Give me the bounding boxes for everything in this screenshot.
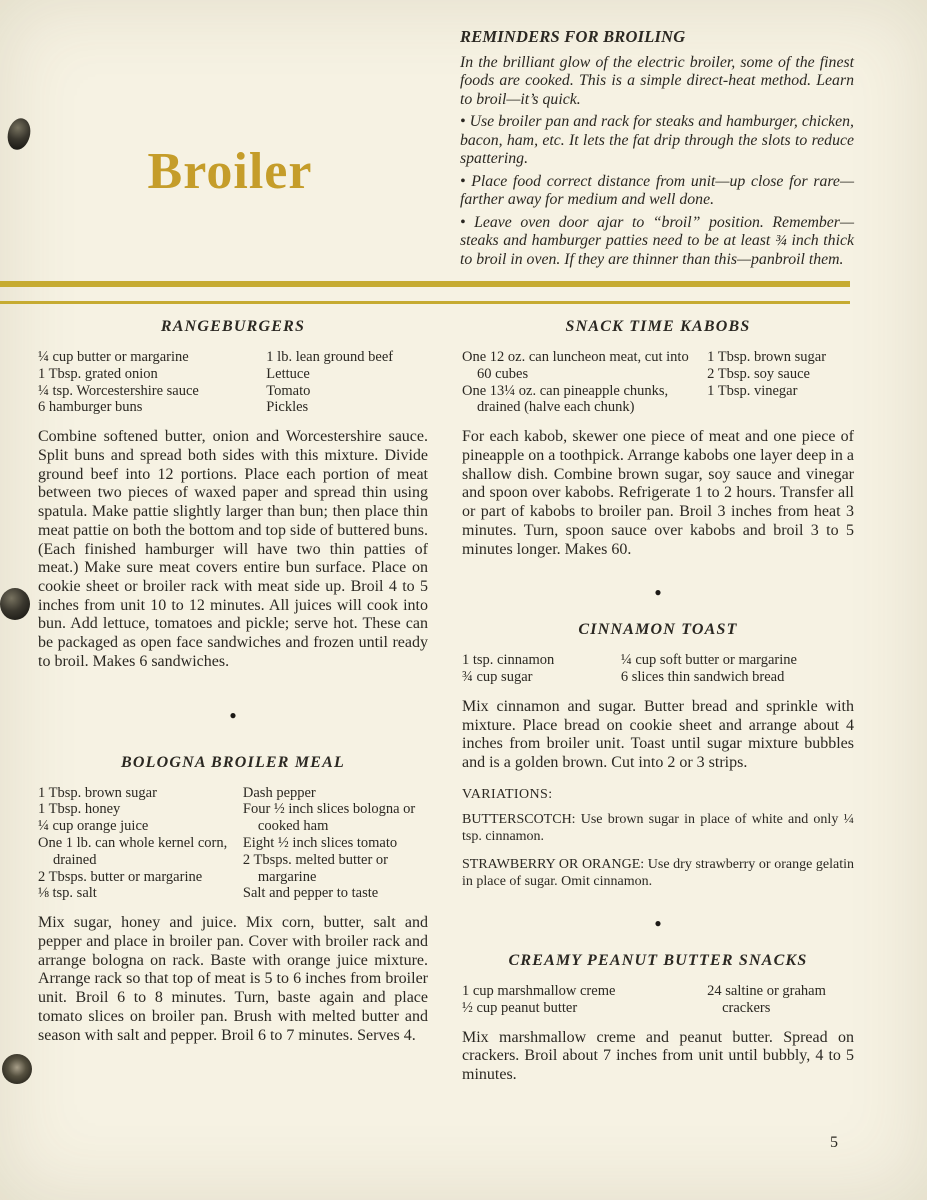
ingredient-item: 1 Tbsp. brown sugar xyxy=(38,784,157,801)
ingredient-item: ¾ cup sugar xyxy=(462,669,533,686)
ingredient-item: Pickles xyxy=(266,399,309,416)
ingredient-item: One 12 oz. can luncheon meat, cut into 60 cubes xyxy=(462,349,689,382)
ingredients-column-right xyxy=(243,785,434,903)
ingredient-item: 1 tsp. cinnamon xyxy=(462,652,555,669)
recipe-title: BOLOGNA BROILER MEAL xyxy=(120,753,346,771)
recipe-snack-time-kabobs xyxy=(462,318,854,559)
recipe-rangeburgers xyxy=(38,318,428,672)
reminders-heading: REMINDERS FOR BROILING xyxy=(460,27,686,46)
reminders-bullet: • Use broiler pan and rack for steaks and hamburger, chicken, bacon, ham, etc. It lets the fat drip through the slots to reduce spattering. xyxy=(460,113,854,168)
ingredient-item: 6 slices thin sandwich bread xyxy=(620,669,785,686)
recipe-creamy-peanut-butter-snacks xyxy=(462,952,854,1085)
ingredient-item: Eight ½ inch slices tomato xyxy=(242,835,398,852)
hole-punch-icon xyxy=(4,116,33,152)
ingredients-column-left xyxy=(38,349,260,416)
reminders-bullet: • Leave oven door ajar to “broil” position. Remember—steaks and hamburger patties need to be at least ¾ inch thick to broil in oven. If they are thinner than this—panbroil them. xyxy=(460,213,854,268)
ingredients-column-left xyxy=(462,349,701,416)
ingredients-column-left xyxy=(462,983,701,1017)
ingredient-item: 2 Tbsps. butter or margarine xyxy=(38,868,203,885)
ingredient-item: One 1 lb. can whole kernel corn, drained xyxy=(38,835,228,868)
ingredient-item: 1 cup marshmallow creme xyxy=(462,983,616,1000)
recipe-title: CREAMY PEANUT BUTTER SNACKS xyxy=(508,952,808,970)
recipe-cinnamon-toast xyxy=(462,621,854,890)
ingredients-column-right xyxy=(707,983,860,1017)
ingredients-column-left xyxy=(462,652,615,686)
right-column xyxy=(462,318,854,1085)
ingredients-list xyxy=(38,349,428,416)
ingredient-item: Lettuce xyxy=(266,365,310,382)
ingredients-list xyxy=(462,349,854,416)
ingredient-item: 1 Tbsp. grated onion xyxy=(38,365,158,382)
ingredients-column-right xyxy=(266,349,434,416)
recipe-instructions: Mix cinnamon and sugar. Butter bread and sprinkle with mixture. Place bread on cookie sheet and arrange about 4 inches from broiler unit. Toast until sugar mixture bubbles and is a golden brown. Cut into 2 or 3 strips. xyxy=(462,697,854,772)
recipe-title: CINNAMON TOAST xyxy=(578,621,738,639)
separator-dot: ● xyxy=(654,585,662,600)
ingredients-column-right xyxy=(621,652,860,686)
ingredient-item: One 13¼ oz. can pineapple chunks, drained (halve each chunk) xyxy=(462,382,669,416)
separator-dot: ● xyxy=(229,707,237,722)
ingredient-item: ½ cup peanut butter xyxy=(462,999,578,1016)
recipe-instructions: For each kabob, skewer one piece of meat and one piece of pineapple on a toothpick. Arrange kabobs one layer deep in a shallow dish. Combine brown sugar, soy sauce and vinegar and spoon over kabobs. Refrigerate 1 to 2 hours. Transfer all or part of kabobs to broiler pan. Broil 3 inches from heat 3 minutes. Turn, spoon sauce over kabobs and broil 3 to 5 minutes longer. Makes 60. xyxy=(462,428,854,558)
separator-dot: ● xyxy=(654,916,662,931)
gold-divider-rule xyxy=(0,281,850,304)
ingredients-column-right xyxy=(707,349,860,416)
ingredients-list xyxy=(38,785,428,903)
variation-item: BUTTERSCOTCH: Use brown sugar in place of white and only ¼ tsp. cinnamon. xyxy=(462,811,854,844)
ingredient-item: 1 Tbsp. brown sugar xyxy=(707,349,827,365)
page-number: 5 xyxy=(830,1134,838,1151)
ingredients-column-left xyxy=(38,785,237,903)
ingredient-item: 24 saltine or graham crackers xyxy=(707,983,826,1016)
hole-punch-icon xyxy=(2,1054,32,1084)
ingredient-item: ⅛ tsp. salt xyxy=(38,885,97,902)
hole-punch-icon xyxy=(0,588,30,620)
ingredient-item: 2 Tbsps. melted butter or margarine xyxy=(242,851,389,885)
ingredient-item: 2 Tbsp. soy sauce xyxy=(707,365,810,382)
ingredient-item: Dash pepper xyxy=(242,784,316,801)
ingredient-item: Salt and pepper to taste xyxy=(242,885,379,902)
ingredient-item: Four ½ inch slices bologna or cooked ham xyxy=(242,801,416,835)
chapter-title: Broiler xyxy=(147,143,313,200)
ingredient-item: ¼ tsp. Worcestershire sauce xyxy=(38,382,199,399)
recipe-title: SNACK TIME KABOBS xyxy=(565,318,751,335)
left-column xyxy=(38,318,428,1045)
ingredient-item: ¼ cup orange juice xyxy=(38,818,149,835)
reminders-section xyxy=(460,27,854,273)
ingredients-list xyxy=(462,652,854,686)
recipe-bologna-broiler-meal xyxy=(38,754,428,1046)
variation-item: STRAWBERRY OR ORANGE: Use dry strawberry or orange gelatin in place of sugar. Omit cinnamon. xyxy=(462,856,854,890)
recipe-instructions: Mix sugar, honey and juice. Mix corn, butter, salt and pepper and place in broiler pan. Cover with broiler rack and arrange bologna on rack. Baste with orange juice mixture. Arrange rack so that top of meat is 5 to 6 inches from broiler unit. Broil 6 to 8 minutes. Turn, baste again and place tomato slices on broiler pan. Brush with melted butter and season with salt and pepper. Broil 6 to 7 minutes. Serves 4. xyxy=(38,914,428,1044)
ingredient-item: ¼ cup soft butter or margarine xyxy=(620,652,797,669)
ingredients-list xyxy=(462,983,854,1017)
reminders-intro: In the brilliant glow of the electric broiler, some of the finest foods are cooked. This is a simple direct-heat method. Learn to broil—it’s quick. xyxy=(460,54,854,108)
reminders-bullet: • Place food correct distance from unit—up close for rare—farther away for medium and well done. xyxy=(460,172,854,209)
ingredient-item: Tomato xyxy=(266,382,311,399)
ingredient-item: 1 lb. lean ground beef xyxy=(266,349,394,365)
ingredient-item: 6 hamburger buns xyxy=(38,399,143,416)
recipe-instructions: Combine softened butter, onion and Worcestershire sauce. Split buns and spread both sides with this mixture. Divide ground beef into 12 portions. Place each portion of meat between two pieces of waxed paper and spread thin using spatula. Make pattie slightly larger than bun; then place thin meat pattie on both the bottom and top side of buttered buns. (Each finished hamburger will have two thin patties of meat.) Make sure meat covers entire bun surface. Place on cookie sheet or broiler rack with meat side up. Broil 4 to 5 inches from unit 10 to 12 minutes. All juices will cook into bun. Add lettuce, tomatoes and pickle; serve hot. These can be packaged as open face sandwiches and frozen until ready to broil. Makes 6 sandwiches. xyxy=(38,428,428,670)
variations-heading: VARIATIONS: xyxy=(462,786,553,802)
ingredient-item: 1 Tbsp. vinegar xyxy=(707,382,798,399)
ingredient-item: ¼ cup butter or margarine xyxy=(38,349,189,365)
recipe-instructions: Mix marshmallow creme and peanut butter. Spread on crackers. Broil about 7 inches from unit until bubbly, 4 to 5 minutes. xyxy=(462,1028,854,1084)
recipe-title: RANGEBURGERS xyxy=(160,318,306,335)
ingredient-item: 1 Tbsp. honey xyxy=(38,801,121,818)
